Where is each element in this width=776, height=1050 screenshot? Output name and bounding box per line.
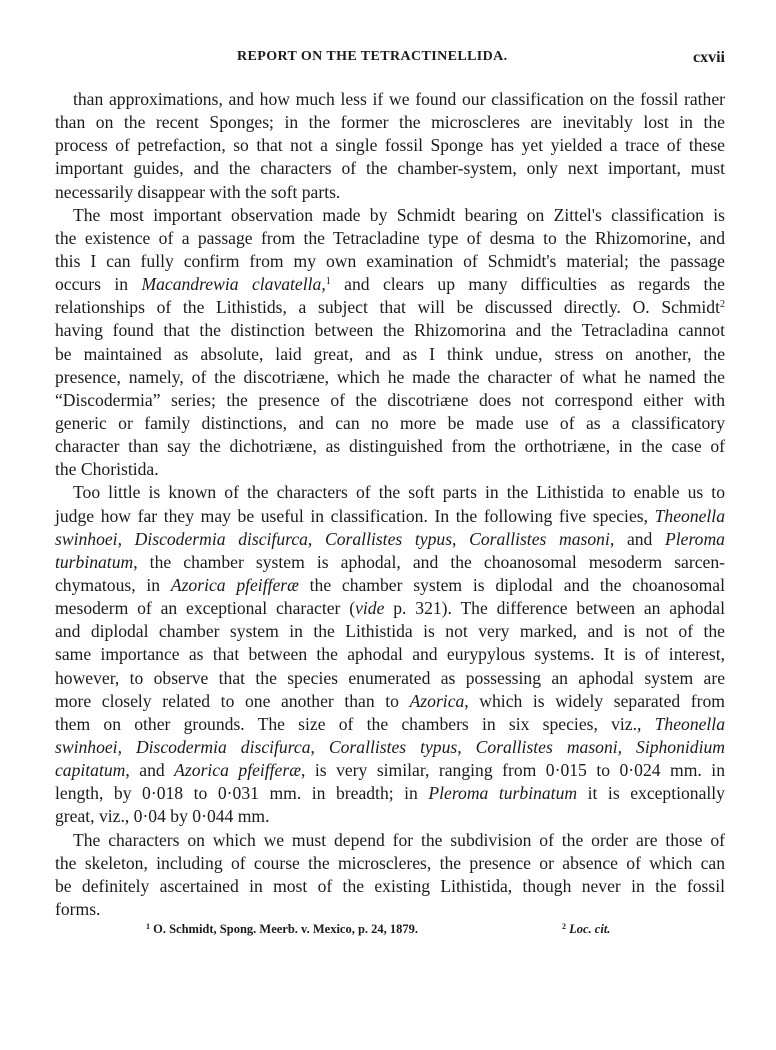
italic-run: Corallistes typus xyxy=(328,736,458,757)
text-line xyxy=(55,782,725,805)
text-line xyxy=(55,134,725,157)
italic-run: Macandrewia clavatella, xyxy=(141,274,326,295)
footnote-reference: 1 xyxy=(325,276,331,288)
text-run: having found that the distinction between the Rhizomorina and the Tetracladina cannot xyxy=(55,320,725,341)
page-number: cxvii xyxy=(693,49,725,66)
text-run: the existence of a passage from the Tetracladine type of desma to the Rhizomorine, and xyxy=(55,227,725,248)
text-run: , xyxy=(617,736,637,757)
italic-run: Theonella xyxy=(654,713,725,734)
text-run: important guides, and the characters of the chamber-system, only next important, must xyxy=(55,158,725,179)
text-line xyxy=(55,389,725,412)
text-run: same importance as that between the aphodal and eurypylous systems. It is of interest, xyxy=(55,644,725,665)
text-line xyxy=(55,505,725,528)
text-run: this I can fully confirm from my own examination of Schmidt's material; the passage xyxy=(55,250,725,271)
italic-run: Pleroma turbinatum xyxy=(428,783,578,804)
paragraph xyxy=(55,204,725,482)
italic-run: vide xyxy=(355,598,385,619)
text-line xyxy=(55,805,725,828)
text-run: than approximations, and how much less if we found our classification on the fossil rather xyxy=(73,89,725,109)
text-line xyxy=(55,643,725,666)
text-run: chymatous, in xyxy=(55,574,171,595)
italic-run: Azorica pfeifferæ xyxy=(174,760,301,781)
text-run: , xyxy=(307,528,325,549)
text-run: “Discodermia” series; the presence of the discotriæne does not correspond either with xyxy=(55,389,725,410)
italic-run: Siphonidium xyxy=(636,736,725,757)
italic-run: Theonella xyxy=(654,505,725,526)
paragraph xyxy=(55,88,725,204)
italic-run: Corallistes typus xyxy=(325,528,453,549)
text-line xyxy=(55,620,725,643)
text-line xyxy=(55,574,725,597)
text-run: and clears up many difficulties as regards the xyxy=(330,274,725,295)
text-run: great, viz., 0·04 by 0·044 mm. xyxy=(55,806,270,827)
text-line xyxy=(55,898,725,921)
text-line xyxy=(55,829,725,852)
text-run: The characters on which we must depend for the subdivision of the order are those of xyxy=(73,829,725,850)
text-run: The most important observation made by Schmidt bearing on Zittel's classification is xyxy=(73,204,725,225)
text-run: presence, namely, of the discotriæne, which he made the character of what he named the xyxy=(55,366,725,387)
text-line xyxy=(55,204,725,227)
text-run: Too little is known of the characters of the soft parts in the Lithistida to enable us to xyxy=(73,482,725,503)
italic-run: turbinatum xyxy=(55,551,134,572)
page-header xyxy=(0,49,776,71)
italic-run: Pleroma xyxy=(665,528,725,549)
text-line xyxy=(55,250,725,273)
text-run: more closely related to one another than to xyxy=(55,690,410,711)
text-line xyxy=(55,319,725,342)
text-run: length, by 0·018 to 0·031 mm. in breadth; in xyxy=(55,783,429,804)
text-run: , and xyxy=(609,528,666,549)
paragraph xyxy=(55,829,725,922)
italic-run: Corallistes masoni xyxy=(475,736,618,757)
text-line xyxy=(55,157,725,180)
text-run: and diplodal chamber system in the Lithistida is not very marked, and is not of the xyxy=(55,621,725,642)
italic-run: Azorica xyxy=(409,690,465,711)
text-run: , xyxy=(452,528,470,549)
text-run: the skeleton, including of course the microscleres, the presence or absence of which can xyxy=(55,852,725,873)
text-run: forms. xyxy=(55,898,101,919)
footnote-mark: 1 xyxy=(146,922,150,931)
text-run: , and xyxy=(125,760,175,781)
text-line xyxy=(55,296,725,319)
text-line xyxy=(55,481,725,504)
italic-run: capitatum xyxy=(55,760,126,781)
text-run: , xyxy=(117,736,136,757)
text-run: than on the recent Sponges; in the former the microscleres are inevitably lost in the xyxy=(55,112,725,133)
text-run: , which is widely separated from xyxy=(464,690,725,711)
text-line xyxy=(55,366,725,389)
text-line xyxy=(55,690,725,713)
text-line xyxy=(55,667,725,690)
text-run: process of petrefaction, so that not a single fossil Sponge has yet yielded a trace of these xyxy=(55,135,725,156)
text-run: them on other grounds. The size of the chambers in six species, viz., xyxy=(55,713,655,734)
italic-run: Discodermia discifurca xyxy=(134,528,308,549)
text-run: it is exceptionally xyxy=(577,783,725,804)
text-line xyxy=(55,111,725,134)
text-line xyxy=(55,759,725,782)
text-run: relationships of the Lithistids, a subject that will be discussed directly. O. Schmidt xyxy=(55,297,720,318)
text-line xyxy=(55,551,725,574)
text-run: the chamber system is diplodal and the choanosomal xyxy=(298,574,725,595)
text-run: be definitely ascertained in most of the existing Lithistida, though never in the fossil xyxy=(55,875,725,896)
footnote-reference: 2 xyxy=(720,299,725,311)
text-run: mesoderm of an exceptional character ( xyxy=(55,598,356,619)
footnote-mark: 2 xyxy=(562,922,566,931)
italic-run: swinhoei xyxy=(55,736,118,757)
text-run: , the chamber system is aphodal, and the choanosomal mesoderm sarcen- xyxy=(133,551,725,572)
text-run: , xyxy=(310,736,329,757)
text-line xyxy=(55,88,725,111)
footnote-text: Loc. cit. xyxy=(569,922,611,936)
text-run: necessarily disappear with the soft parts. xyxy=(55,181,341,202)
text-run: however, to observe that the species enumerated as possessing an aphodal system are xyxy=(55,667,725,688)
text-line xyxy=(55,597,725,620)
text-line xyxy=(55,273,725,296)
italic-run: swinhoei xyxy=(55,528,118,549)
footnote-2 xyxy=(562,922,610,937)
paragraph xyxy=(55,481,725,828)
footnote-1 xyxy=(146,922,418,937)
text-line xyxy=(55,458,725,481)
text-line xyxy=(55,875,725,898)
italic-run: Corallistes masoni xyxy=(469,528,610,549)
text-run: be maintained as absolute, laid great, and as I think undue, stress on another, the xyxy=(55,343,725,364)
text-line xyxy=(55,181,725,204)
text-line xyxy=(55,412,725,435)
text-line xyxy=(55,713,725,736)
text-line xyxy=(55,736,725,759)
text-line xyxy=(55,227,725,250)
text-run: , xyxy=(457,736,476,757)
italic-run: Azorica pfeifferæ xyxy=(170,574,299,595)
body-text xyxy=(55,88,725,921)
text-line xyxy=(55,435,725,458)
text-line xyxy=(55,528,725,551)
text-run: generic or family distinctions, and can no more be made use of as a classificatory xyxy=(55,412,725,433)
text-run: judge how far they may be useful in classification. In the following five species, xyxy=(55,505,655,526)
text-run: , xyxy=(117,528,135,549)
text-run: , is very similar, ranging from 0·015 to 0·024 mm. in xyxy=(300,760,725,781)
text-line xyxy=(55,852,725,875)
italic-run: Discodermia discifurca xyxy=(135,736,311,757)
footnote-text: O. Schmidt, Spong. Meerb. v. Mexico, p. 24, 1879. xyxy=(153,922,419,936)
running-title: REPORT ON THE TETRACTINELLIDA. xyxy=(237,49,508,64)
text-run: character than say the dichotriæne, as distinguished from the orthotriæne, in the case of xyxy=(55,436,725,457)
text-line xyxy=(55,343,725,366)
text-run: p. 321). The difference between an aphodal xyxy=(384,598,726,619)
text-run: the Choristida. xyxy=(55,459,159,480)
text-run: occurs in xyxy=(55,274,142,295)
